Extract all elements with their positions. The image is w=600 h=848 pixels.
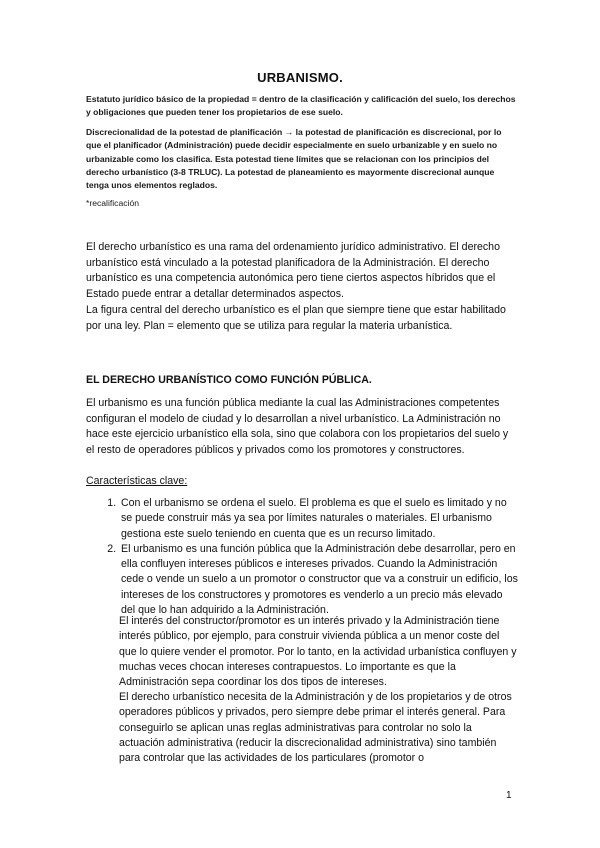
page-title: URBANISMO. (257, 70, 343, 85)
indented-paragraph-1: El interés del constructor/promotor es un interés privado y la Administración tiene interés público, por ejemplo, para construir vivienda pública a un menor coste del que lo quiere vender el promotor. Por lo tanto, en la actividad urbanística confluyen y muchas veces chocan intereses contrapuestos. Lo importante es que la Administración sepa coordinar los dos tipos de intereses. (119, 615, 517, 689)
section-paragraph-1: El urbanismo es una función pública mediante la cual las Administraciones competentes configuran el modelo de ciudad y lo desarrollan a nivel urbanístico. La Administración no hace este ejercicio urbanístico ella sola, sino que colabora con los propietarios del suelo y el resto de operadores públicos y privados como los promotores y constructores. (86, 397, 509, 456)
section-subheading: Características clave: (86, 475, 188, 487)
key-characteristics-list (86, 496, 518, 618)
intro-note: *recalificación (86, 198, 140, 208)
section-heading: EL DERECHO URBANÍSTICO COMO FUNCIÓN PÚBLICA. (86, 374, 372, 386)
intro-paragraph-2: Discrecionalidad de la potestad de planificación → la potestad de planificación es discrecional, por lo que el planificador (Administración) puede decidir especialmente en suelo urbanizable y en suelo no urbanizable como los clasifica. Esta potestad tiene límites que se relacionan con los principios del derecho urbanístico (3-8 TRLUC). La potestad de planeamiento es mayormente discrecional aunque tenga unos elementos reglados. (86, 127, 502, 191)
intro-paragraph-1: Estatuto jurídico básico de la propiedad = dentro de la clasificación y calificación del suelo, los derechos y obligaciones que pueden tener los propietarios de ese suelo. (86, 94, 516, 118)
page-number: 1 (506, 790, 512, 801)
indented-paragraph-2: El derecho urbanístico necesita de la Administración y de los propietarios y de otros operadores públicos y privados, pero siempre debe primar el interés general. Para conseguirlo se aplican unas reglas administrativas para controlar no solo la actuación administrativa (reducir la discrecionalidad administrativa) sino también para controlar que las actividades de los particulares (promotor o (119, 691, 512, 765)
body-paragraph-2: La figura central del derecho urbanístico es el plan que siempre tiene que estar habilitado por una ley. Plan = elemento que se utiliza para regular la materia urbanística. (86, 304, 506, 332)
list-item: 2. El urbanismo es una función pública que la Administración debe desarrollar, pero en ella confluyen intereses públicos e intereses privados. Cuando la Administración cede o vende un suelo a un promotor o constructor que va a construir un edificio, los intereses de los constructores y promotores es venderlo a un precio más elevado del que lo han adquirido a la Administración. (119, 542, 518, 618)
list-item: 1. Con el urbanismo se ordena el suelo. El problema es que el suelo es limitado y no se puede construir más ya sea por límites naturales o materiales. El urbanismo gestiona este suelo teniendo en cuenta que es un recurso limitado. (119, 496, 518, 542)
body-paragraph-1: El derecho urbanístico es una rama del ordenamiento jurídico administrativo. El derecho urbanístico está vinculado a la potestad planificadora de la Administración. El derecho urbanístico es una competencia autonómica pero tiene ciertos aspectos híbridos que el Estado puede entrar a detallar determinados aspectos. (86, 241, 500, 300)
